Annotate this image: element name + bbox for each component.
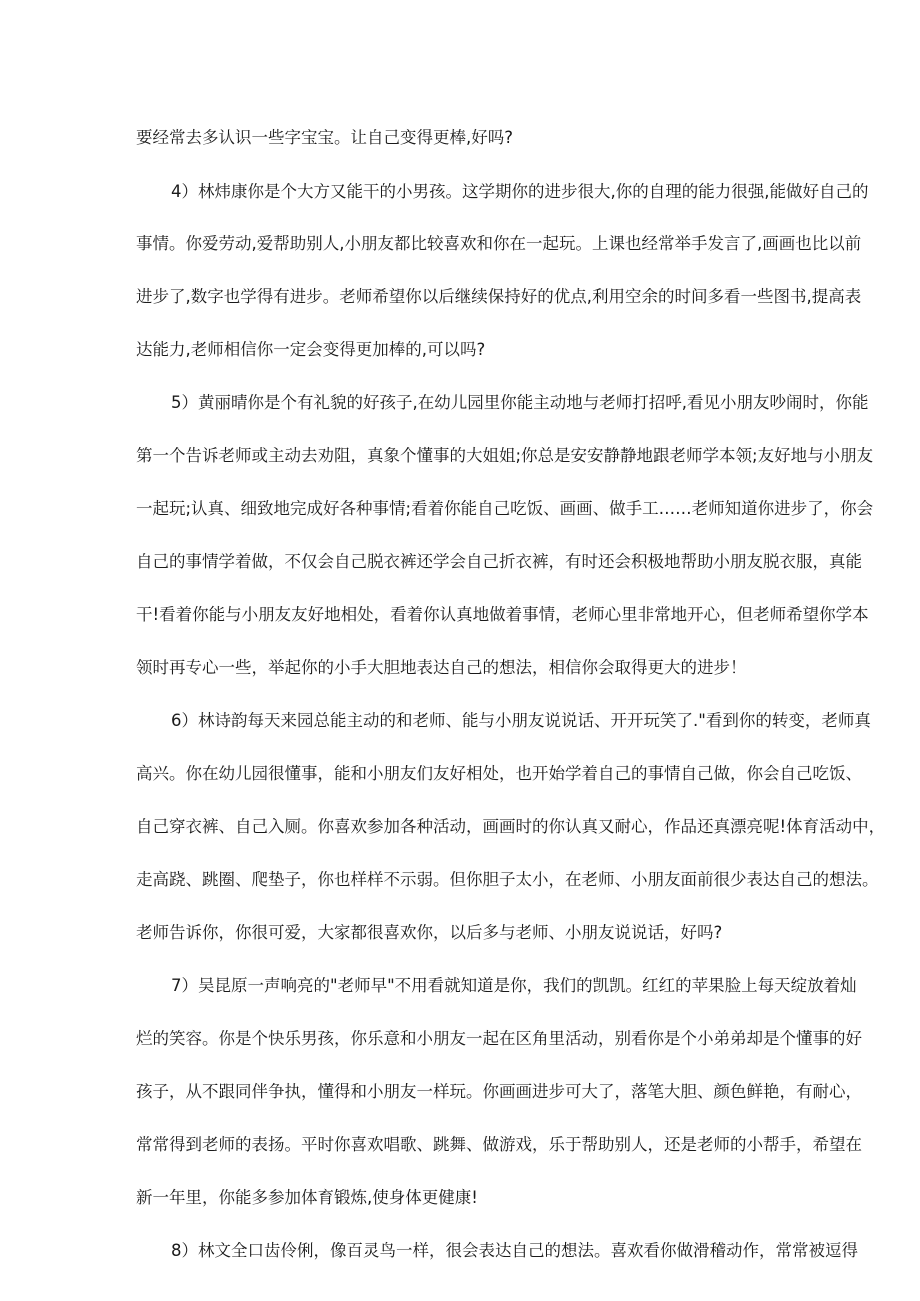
- text-line-11: 领时再专心一些，举起你的小手大胆地表达自己的想法，相信你会取得更大的进步！: [136, 658, 747, 677]
- text-line-6: 5）黄丽晴你是个有礼貌的好孩子,在幼儿园里你能主动地与老师打招呼,看见小朋友吵闹时，你能: [171, 393, 869, 412]
- text-line-5: 达能力,老师相信你一定会变得更加棒的,可以吗?: [136, 340, 486, 359]
- text-line-8: 一起玩;认真、细致地完成好各种事情;看着你能自己吃饭、画画、做手工……老师知道你进步了，你会: [136, 499, 874, 518]
- text-line-4: 进步了,数字也学得有进步。老师希望你以后继续保持好的优点,利用空余的时间多看一些图书,提高表: [136, 287, 862, 306]
- text-line-20: 常常得到老师的表扬。平时你喜欢唱歌、跳舞、做游戏，乐于帮助别人，还是老师的小帮手，希望在: [136, 1135, 862, 1154]
- text-line-21: 新一年里，你能多参加体育锻炼,使身体更健康!: [136, 1188, 478, 1207]
- text-line-16: 老师告诉你，你很可爱，大家都很喜欢你，以后多与老师、小朋友说说话，好吗?: [136, 923, 723, 942]
- text-line-2: 4）林炜康你是个大方又能干的小男孩。这学期你的进步很大,你的自理的能力很强,能做好自己的: [171, 182, 869, 201]
- text-line-14: 自己穿衣裤、自己入厕。你喜欢参加各种活动，画画时的你认真又耐心，作品还真漂亮呢!体育活动中，: [136, 817, 886, 836]
- text-line-18: 烂的笑容。你是个快乐男孩，你乐意和小朋友一起在区角里活动，别看你是个小弟弟却是个懂事的好: [136, 1029, 862, 1048]
- text-line-10: 干!看着你能与小朋友友好地相处，看着你认真地做着事情，老师心里非常地开心，但老师希望你学本: [136, 605, 869, 624]
- text-line-17: 7）吴昆原一声响亮的"老师早"不用看就知道是你，我们的凯凯。红红的苹果脸上每天绽放着灿: [171, 976, 857, 995]
- text-line-3: 事情。你爱劳动,爱帮助别人,小朋友都比较喜欢和你在一起玩。上课也经常举手发言了,画画也比以前: [136, 234, 862, 253]
- text-line-22: 8）林文全口齿伶俐，像百灵鸟一样，很会表达自己的想法。喜欢看你做滑稽动作，常常被逗得: [171, 1241, 858, 1260]
- text-line-7: 第一个告诉老师或主动去劝阻，真象个懂事的大姐姐;你总是安安静静地跟老师学本领;友好地与小朋友: [136, 446, 874, 465]
- text-line-19: 孩子，从不跟同伴争执，懂得和小朋友一样玩。你画画进步可大了，落笔大胆、颜色鲜艳，有耐心，: [136, 1082, 862, 1101]
- text-line-1: 要经常去多认识一些字宝宝。让自己变得更棒,好吗?: [136, 128, 514, 147]
- text-line-15: 走高跷、跳圈、爬垫子，你也样样不示弱。但你胆子太小，在老师、小朋友面前很少表达自己的想法。: [136, 870, 879, 889]
- text-line-12: 6）林诗韵每天来园总能主动的和老师、能与小朋友说说话、开开玩笑了."看到你的转变，老师真: [171, 711, 871, 730]
- text-line-9: 自己的事情学着做，不仅会自己脱衣裤还学会自己折衣裤，有时还会积极地帮助小朋友脱衣服，真能: [136, 552, 862, 571]
- text-line-13: 高兴。你在幼儿园很懂事，能和小朋友们友好相处，也开始学着自己的事情自己做，你会自己吃饭、: [136, 764, 862, 783]
